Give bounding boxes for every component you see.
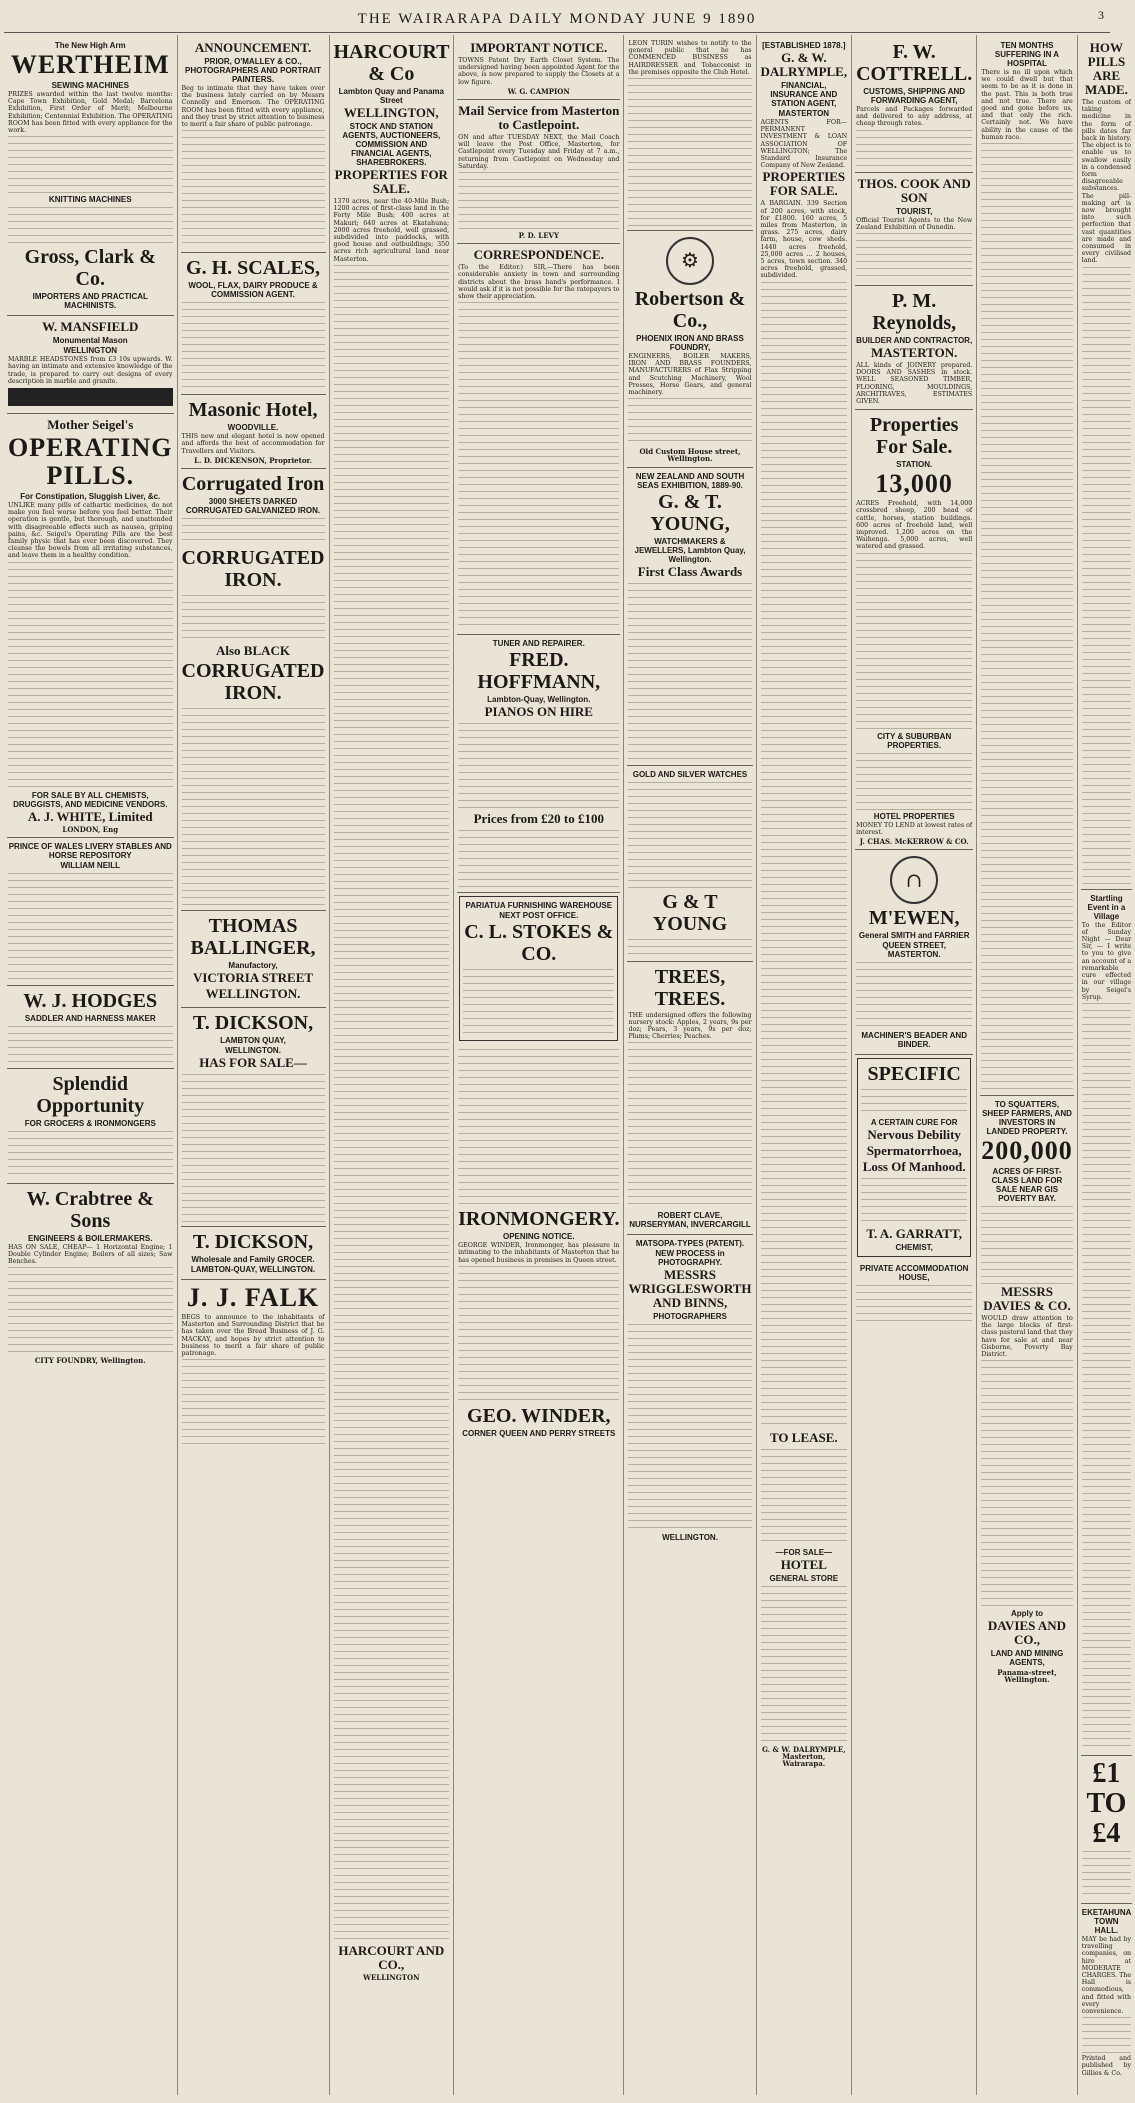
ad-body: PRIZES awarded within the last twelve months: Cape Town Exhibition, Gold Medal; Barcelona Exhibition, First Order of Merit; Melbourne Exhibition; Centennial Exhibition. The OPERATING ROOM has been fitted with every appliance for the work. (8, 91, 173, 135)
text-block (1082, 1849, 1131, 1899)
foundry-emblem-icon: ⚙ (666, 237, 714, 285)
ad-title: PRINCE OF WALES LIVERY STABLES AND HORSE REPOSITORY (8, 841, 172, 860)
ad-title: Startling Event in a Village (1087, 893, 1126, 921)
column-6 (757, 35, 853, 2095)
text-block (182, 593, 325, 643)
ad-foot: Apply to (1011, 1609, 1043, 1619)
column-7 (852, 35, 977, 2095)
horseshoe-icon: ∩ (890, 856, 938, 904)
ad-subtitle: ENGINEERS & BOILERMAKERS. (28, 1233, 153, 1243)
ad-young-exhibition (627, 468, 752, 766)
ad-robertson (627, 231, 752, 468)
ad-address: Lambton Quay and Panama Street (338, 87, 444, 105)
ad-subtitle: NEW PROCESS in PHOTOGRAPHY. (655, 1249, 725, 1268)
ad-title: Mother Seigel's (47, 417, 134, 433)
ad-dickson-2 (181, 1227, 326, 1280)
ad-brand: OPERATING PILLS. (8, 433, 173, 491)
text-block (628, 76, 751, 226)
column-8 (977, 35, 1078, 2095)
ad-heading: CITY & SUBURBAN PROPERTIES. (877, 731, 952, 750)
ad-title: W. MANSFIELD (42, 319, 139, 335)
ad-sign: J. CHAS. McKERROW & CO. (859, 837, 969, 847)
ad-body: TOWNS Patent Dry Earth Closet System. The undersigned having been appointed Agent for the above, is now prepared to supply the Closets at a low figure. (458, 57, 620, 86)
ad-subtitle: NEXT POST OFFICE. (499, 911, 579, 921)
text-block (182, 516, 325, 546)
ad-heading: HOTEL PROPERTIES (873, 811, 955, 821)
text-block (981, 1358, 1073, 1608)
ad-title: J. J. FALK (186, 1283, 320, 1313)
ad-sign: P. D. LEVY (518, 231, 559, 241)
text-block (628, 581, 751, 761)
ad-body: THIS new and elegant hotel is now opened and affords the best of accommodation for Travellers and Visitors. (181, 433, 325, 455)
ad-loan: MONEY TO LEND at lowest rates of interest. (856, 821, 973, 836)
ad-brand: WERTHEIM (10, 50, 170, 79)
text-block (628, 937, 751, 957)
ad-thos-cook (855, 173, 973, 286)
ad-masonic-hotel (181, 395, 326, 469)
ad-crabtree (7, 1184, 174, 1369)
text-block (8, 1024, 173, 1064)
ad-proprietor: L. D. DICKENSON, Proprietor. (194, 455, 312, 465)
ad-title: HOW PILLS ARE MADE. (1084, 40, 1128, 97)
ad-dalrymple (760, 37, 849, 1771)
ad-proprietor: A. J. WHITE, Limited (27, 808, 153, 824)
text-block (182, 1072, 325, 1222)
ad-title: TUNER AND REPAIRER. (492, 639, 585, 649)
text-block (856, 751, 972, 811)
ad-how-pills (1081, 37, 1132, 890)
ad-body: MARBLE HEADSTONES from £3 10s upwards. W. having an intimate and extensive knowledge of the trade, is prepared to carry out designs of every description in marble and granite. (8, 356, 173, 385)
text-block (8, 134, 173, 194)
ad-ten-months (980, 37, 1074, 1096)
column-5 (624, 35, 756, 2095)
ad-dickson-1 (181, 1008, 326, 1227)
ad-heading: CORRUGATED IRON. (181, 660, 325, 705)
ad-firm: ROBERT CLAVE, NURSERYMAN, INVERCARGILL (629, 1211, 751, 1230)
ad-mewen (855, 850, 973, 1055)
ad-subtitle: Spermatorrhoea, (866, 1143, 962, 1159)
ad-heading: PROPERTIES FOR SALE. (762, 169, 846, 199)
ad-subtitle: PIANOS ON HIRE (484, 704, 593, 720)
ad-title: P. M. Reynolds, (872, 290, 957, 335)
ad-heading: GENERAL STORE (769, 1573, 839, 1583)
ad-town: MASTERTON. (871, 345, 958, 361)
ad-town: MASTERTON (778, 109, 830, 118)
text-block (8, 1265, 173, 1355)
text-block (458, 721, 619, 811)
ad-opportunity (7, 1069, 174, 1184)
text-block (458, 170, 619, 230)
text-block (8, 205, 173, 245)
ad-heading: CORRUGATED IRON. (181, 547, 325, 592)
ad-title: IMPORTANT NOTICE. (470, 40, 608, 55)
ad-body: WOULD draw attention to the large blocks of first-class pastoral land that they have for sale at and near Gisborne, Poverty Bay District. (981, 1315, 1073, 1359)
ad-subtitle: SADDLER AND HARNESS MAKER (24, 1013, 156, 1023)
ad-body: ENGINEERS, BOILER MAKERS, IRON AND BRASS FOUNDERS, MANUFACTURERS of Flax Stripping and Scutching Machinery, Wool Presses, Horse Gears, and general machinery. (628, 353, 752, 397)
ad-title: G. & W. DALRYMPLE, (760, 50, 848, 79)
ad-agents: Gross, Clark & Co. (24, 246, 156, 291)
column-1 (4, 35, 178, 2095)
ad-names: PRIOR, O'MALLEY & CO., PHOTOGRAPHERS AND PORTRAIT PAINTERS. (185, 57, 322, 84)
ad-town: WELLINGTON, (343, 105, 439, 120)
ad-title: Masonic Hotel, (188, 399, 318, 422)
ad-young-watches (627, 766, 752, 962)
ad-body: A BARGAIN. 339 Section of 200 acres, with stock, for £1800. 160 acres, 5 miles from Masterton, in grass. 275 acres, dairy farm, house, cow sheds. 1440 acres freehold, 25,000 acres ... 2 houses, 5 acres, town section. 340 acres freehold, grassed, subdivided. (760, 200, 848, 280)
ad-title: Mail Service from Masterton to Castlepoint. (458, 103, 620, 133)
ad-heading: HOTEL (780, 1556, 827, 1572)
ad-firm: G. & T. YOUNG, (650, 490, 730, 535)
ad-town: Lambton-Quay, Wellington. (487, 695, 591, 705)
ad-scales (181, 253, 326, 395)
ad-agents: AGENTS FOR— PERMANENT INVESTMENT & LOAN ASSOCIATION OF WELLINGTON; The Standard Insurance Company of New Zealand. (760, 119, 848, 170)
ad-foot: DAVIES AND CO., (987, 1618, 1067, 1648)
ad-body: ACRES Freehold, with 14,000 crossbred sheep, 200 head of cattle, horses, station buildings. 600 acres of freehold land, well improved. 1,200 acres on the Waihenga. 5,000 acres, well watered and grassed. (856, 500, 973, 551)
ad-heading: Also BLACK (215, 643, 291, 659)
ad-body: BEGS to announce to the inhabitants of Masterton and Surrounding District that he has taken over the Bread Business of J. G. MACKAY, and hopes by strict attention to business to merit a fair share of public patronage. (181, 1314, 325, 1358)
ad-subtitle: LAMBTON QUAY, (220, 1036, 286, 1046)
ad-reynolds (855, 286, 973, 410)
ad-subtitle: SEWING MACHINES (51, 81, 129, 90)
ad-subtitle: Loss Of Manhood. (862, 1159, 966, 1175)
text-block (182, 128, 325, 248)
text-block (856, 960, 972, 1030)
ad-foot: CITY FOUNDRY, Wellington. (34, 1356, 146, 1366)
text-block (458, 1047, 619, 1207)
ad-subtitle: Wholesale and Family GROCER. (191, 1255, 315, 1265)
banner-bar (8, 388, 173, 406)
ad-ironmongery (457, 1044, 620, 1443)
ad-subtitle: IMPORTERS AND PRACTICAL MACHINISTS. (32, 292, 148, 311)
ad-title: Robertson & Co., (634, 288, 746, 333)
ad-body: 1370 acres, near the 40-Mile Bush; 1200 acres of first-class land in the Forty Mile Bush; 400 acres at Makuri; 640 acres at Ekatahuna; 2000 acres freehold, well grassed, subdivided into paddocks, with good house and outbuildings; 350 acres rich agricultural land near Masterton. (333, 198, 450, 263)
ad-subtitle: FINANCIAL, INSURANCE AND STATION AGENT, (770, 81, 838, 108)
text-block (628, 1322, 751, 1532)
ad-head: [ESTABLISHED 1878.] (762, 41, 846, 50)
ad-body: The custom of taking medicine in the form of pills dates far back in history. The object is to enable us to swallow easily in a condensed form disagreeable substances. The pill-making art is now brought into such perfection that vast quantities are made and consumed in every civilised land. (1081, 99, 1132, 265)
ad-foot: HARCOURT AND CO., (338, 1942, 445, 1972)
ad-title: F. W. COTTRELL. (856, 41, 973, 85)
ad-subtitle: TOURIST, (896, 206, 933, 216)
ad-title: PARIATUA FURNISHING WAREHOUSE (465, 901, 613, 911)
ad-street: VICTORIA STREET (192, 970, 314, 986)
ad-correspondence (457, 244, 620, 635)
text-block (458, 300, 619, 630)
text-block (981, 141, 1073, 1091)
ad-quantity: 3000 SHEETS DARKED CORRUGATED GALVANIZED IRON. (185, 497, 321, 516)
text-block (8, 560, 173, 790)
ad-award: First Class Awards (637, 563, 743, 579)
page-number: 3 (1098, 8, 1106, 22)
ad-furnishing (459, 896, 618, 1041)
ad-startling-event (1081, 890, 1132, 1756)
ad-heading: HAS FOR SALE— (199, 1055, 307, 1071)
ad-subtitle: For Constipation, Sluggish Liver, &c. (20, 492, 161, 502)
text-block (1082, 2015, 1131, 2055)
text-block (458, 828, 619, 888)
column-3 (330, 35, 455, 2095)
ad-subtitle: Manufactory, (228, 961, 278, 971)
ad-body: Parcels and Packages forwarded and delivered to any address, at cheap through rates. (856, 106, 973, 128)
text-block (182, 300, 325, 390)
ad-title: PRIVATE ACCOMMODATION HOUSE, (859, 1264, 969, 1283)
ad-town: WELLINGTON. (225, 1046, 281, 1056)
ad-subtitle: General SMITH and FARRIER (858, 931, 970, 941)
ad-subtitle: CUSTOMS, SHIPPING AND FORWARDING AGENT, (863, 87, 966, 105)
ad-firm: G & T YOUNG (652, 890, 728, 935)
ad-heading: —FOR SALE— (775, 1547, 833, 1557)
ad-town: LAMBTON-QUAY, WELLINGTON. (190, 1265, 316, 1275)
ad-falk (181, 1280, 326, 1451)
ad-body: HAS ON SALE, CHEAP— 1 Horizontal Engine; 1 Double Cylinder Engine; Boilers of all sizes; Saw Benches. (8, 1243, 173, 1266)
ad-firm: MESSRS WRIGGLESWORTH AND BINNS, (628, 1267, 752, 1311)
text-block (182, 706, 325, 906)
ad-foot-address: CORNER QUEEN AND PERRY STREETS (462, 1428, 616, 1438)
text-block (463, 967, 614, 1037)
ad-sign: W. G. CAMPION (507, 86, 570, 96)
ad-title: TREES, TREES. (654, 965, 726, 1010)
ad-foot-town: WELLINGTON (363, 1972, 420, 1982)
ad-heading: TO LEASE. (769, 1429, 838, 1445)
text-block (761, 280, 848, 1430)
ad-title: Properties For Sale. (869, 414, 959, 459)
text-block (861, 1176, 967, 1226)
ad-wertheim (7, 37, 174, 316)
ad-corrugated-iron (181, 469, 326, 911)
ad-title: HARCOURT & Co (333, 41, 450, 85)
ad-subtitle: ACRES OF FIRST-CLASS LAND FOR SALE NEAR GIS POVERTY BAY. (991, 1167, 1063, 1204)
ad-subtitle: WOOL, FLAX, DAIRY PRODUCE & COMMISSION AGENT. (188, 281, 318, 300)
text-block (861, 1087, 967, 1117)
ad-title: ANNOUNCEMENT. (194, 40, 312, 55)
text-block (8, 1129, 173, 1179)
ad-livery-stables (7, 838, 174, 986)
ad-title: NEW ZEALAND AND SOUTH SEAS EXHIBITION, 1889-90. (635, 471, 745, 490)
ad-price-range (1081, 1756, 1132, 1904)
ad-title: SPECIFIC (867, 1063, 961, 1086)
ad-body: ALL kinds of JOINERY prepared. DOORS AND SASHES in stock. WELL SEASONED TIMBER, FLOORING, MOULDINGS, ARCHITRAVES, ESTIMATES GIVEN. (856, 362, 973, 406)
text-block (856, 551, 972, 731)
ad-title: GOLD AND SILVER WATCHES (632, 769, 748, 779)
ad-subtitle: OPENING NOTICE. (503, 1232, 575, 1242)
ad-town: WOODVILLE. (227, 423, 279, 433)
ad-address: Old Custom House street, Wellington. (639, 447, 741, 464)
ad-foot: LAND AND MINING AGENTS, (990, 1649, 1064, 1668)
masthead (4, 6, 1110, 33)
text-block (628, 780, 751, 890)
ad-body: MAY be had by travelling companies, on hire at MODERATE CHARGES. The Hall is commodious, and fitted with every convenience. (1081, 1935, 1132, 2015)
ad-body: To the Editor of Sunday Night — Dear Sir, — I write to you to give an account of a remarkable cure effected in our village by Seigel's Syrup. (1081, 921, 1132, 1001)
ad-city: LONDON, Eng (62, 824, 119, 834)
text-block (458, 1264, 619, 1404)
ad-title: T. DICKSON, (192, 1012, 314, 1035)
ad-hoffmann (457, 635, 620, 893)
ad-cottrell (855, 37, 973, 173)
text-block (856, 231, 972, 281)
ad-title: EKETAHUNA TOWN HALL. (1081, 1907, 1132, 1935)
ad-heading: PROPERTIES FOR SALE. (334, 167, 448, 196)
ad-body: UNLIKE many pills of cathartic medicines, do not make you feel worse before you feel better. Their operation is gentle, but thorough, and unattended with disagreeable effects such as nausea, griping pains, &c. Seigel's Operating Pills are the best family physic that has ever been discovered. They cleanse the bowels from all irritating substances, and leave them in a healthy condition. (8, 502, 173, 560)
ad-trees (627, 962, 752, 1236)
ad-title: THOS. COOK AND SON (857, 175, 971, 205)
ad-firm-sub: CHEMIST, (895, 1243, 933, 1253)
ad-body: ON and after TUESDAY NEXT, the Mail Coach will leave the Post Office, Masterton, for Castlepoint every Tuesday and Friday at 7 a.m., returning from Castlepoint on Wednesday and Saturday. (458, 134, 620, 170)
ad-subtitle: WATCHMAKERS & JEWELLERS, Lambton Quay, Wellington. (634, 536, 746, 564)
ad-body: (To the Editor.) SIR,—There has been considerable anxiety in town and surrounding districts about the brass band's performance. I would ask if it is not possible for the ratepayers to show their appreciation. (458, 264, 620, 301)
ad-body: Official Tourist Agents to the New Zealand Exhibition of Dunedin. (856, 216, 973, 231)
ad-title: Splendid Opportunity (36, 1072, 145, 1117)
ad-subtitle: FOR GROCERS & IRONMONGERS (24, 1118, 156, 1128)
text-block (182, 1357, 325, 1447)
ad-subtitle: STOCK AND STATION AGENTS, AUCTIONEERS, COMMISSION AND FINANCIAL AGENTS, SHAREBROKERS. (342, 122, 441, 167)
ad-properties (855, 410, 973, 850)
ad-subtitle: STATION. (896, 460, 933, 470)
ad-seigel-pills (7, 414, 174, 838)
ad-subtitle: BUILDER AND CONTRACTOR, (856, 336, 973, 346)
columns (4, 35, 1132, 2095)
column-4 (454, 35, 624, 2095)
ad-body: LEON TURIN wishes to notify to the general public that he has COMMENCED BUSINESS as HAIRDRESSER and Tobacconist in the premises opposite the Club Hotel. (628, 40, 752, 76)
ad-name: WILLIAM NEILL (60, 860, 121, 870)
ad-foot: MACHINER'S BEADER AND BINDER. (861, 1031, 967, 1050)
ad-body: A CERTAIN CURE FOR (870, 1118, 958, 1128)
text-block (856, 1283, 972, 1323)
text-block (1082, 1001, 1131, 1751)
ad-hodges (7, 986, 174, 1069)
ad-town: WELLINGTON (63, 346, 118, 356)
ad-town: WELLINGTON. (205, 986, 301, 1002)
text-block (1082, 265, 1131, 885)
text-block (334, 263, 450, 1943)
ad-announcement (181, 37, 326, 253)
ad-squatters (980, 1096, 1074, 1688)
ad-accommodation (855, 1260, 973, 1327)
ad-title: MATSOPA-TYPES (PATENT). (635, 1239, 745, 1249)
ad-subtitle: PHOENIX IRON AND BRASS FOUNDRY, (636, 334, 744, 353)
ad-title: W. J. HODGES (23, 989, 158, 1012)
ad-sign: G. & W. DALRYMPLE, Masterton, Wairarapa. (761, 1744, 846, 1769)
ad-hairdresser (627, 37, 752, 231)
masthead-title: THE WAIRARAPA DAILY MONDAY JUNE 9 1890 (357, 10, 757, 27)
ad-firm: T. A. GARRATT, (866, 1226, 963, 1242)
text-block (761, 1584, 848, 1744)
ad-mansfield (7, 316, 174, 414)
ad-title: W. Crabtree & Sons (26, 1187, 154, 1232)
text-block (628, 1040, 751, 1210)
ad-acreage: 200,000 (981, 1136, 1073, 1166)
ad-title: CORRESPONDENCE. (473, 247, 604, 263)
ad-foot: GEO. WINDER, (467, 1404, 611, 1427)
ad-foot: Panama-street, Wellington. (997, 1668, 1057, 1685)
ad-specific (857, 1058, 971, 1257)
ad-heading: The New High Arm (54, 41, 126, 50)
ad-title: TO SQUATTERS, SHEEP FARMERS, AND INVESTORS IN LANDED PROPERTY. (982, 1100, 1072, 1137)
text-block (8, 871, 173, 981)
ad-title: T. DICKSON, (192, 1231, 314, 1254)
ad-body: Beg to intimate that they have taken over the business lately carried on by Messrs Connolly and Emerson. The OPERATING ROOM has been fitted with every appliance, and they trust by strict attention to business to merit a fair share of public patronage. (181, 85, 325, 129)
ad-subtitle: PHOTOGRAPHERS (653, 1312, 727, 1322)
ad-subtitle: Nervous Debility (867, 1127, 961, 1143)
ad-subtitle: KNITTING MACHINES (48, 195, 132, 205)
ad-harcourt (333, 37, 451, 1985)
ad-subtitle: Monumental Mason (52, 336, 128, 346)
ad-body: There is no ill upon which we could dwell but that seem to be as it is done in the past. This is both true and not true. There are good and gone before us, and that only the rich. Certainly not. We have ability in the cause of the human race. (981, 69, 1073, 141)
ad-photography (627, 1235, 752, 1547)
ad-title: IRONMONGERY. (458, 1208, 620, 1231)
ad-title: G. H. SCALES, (186, 257, 320, 280)
ad-acreage: 13,000 (875, 469, 953, 499)
ad-town-hall (1081, 1904, 1132, 2081)
column-9 (1078, 35, 1135, 2095)
ad-price: Prices from £20 to £100 (473, 811, 605, 827)
text-block (981, 1204, 1073, 1284)
ad-sold-by: FOR SALE BY ALL CHEMISTS, DRUGGISTS, AND MEDICINE VENDORS. (13, 790, 168, 809)
ad-firm: MESSRS DAVIES & CO. (983, 1284, 1071, 1314)
text-block (761, 1447, 848, 1547)
ad-ballinger (181, 911, 326, 1008)
ad-town: WELLINGTON. (662, 1533, 718, 1543)
ad-name: FRED. HOFFMANN, (477, 649, 601, 694)
text-block (628, 396, 751, 446)
ad-title: THOMAS BALLINGER, (190, 915, 316, 960)
ad-body: THE undersigned offers the following nursery stock: Apples, 2 years, 9s per doz; Pears, 3 years, 9s per doz; Plums; Cherries; Peaches. (628, 1011, 752, 1041)
column-2 (178, 35, 330, 2095)
ad-title: M'EWEN, (868, 907, 960, 930)
text-block (856, 128, 972, 168)
ad-title: TEN MONTHS SUFFERING IN A HOSPITAL (994, 41, 1060, 68)
ad-title: Corrugated Iron (181, 473, 325, 496)
ad-closet-system (457, 37, 620, 100)
ad-price: £1 TO £4 (1086, 1757, 1127, 1849)
ad-mail-service (457, 100, 620, 244)
ad-body: GEORGE WINDER, Ironmonger, has pleasure in intimating to the inhabitants of Masterton that he has opened business in premises in Queen street. (458, 1242, 620, 1264)
ad-imprint: Printed and published by Gillies & Co. (1081, 2055, 1132, 2077)
ad-firm: C. L. STOKES & CO. (464, 921, 614, 966)
ad-address: QUEEN STREET, MASTERTON. (882, 941, 946, 960)
